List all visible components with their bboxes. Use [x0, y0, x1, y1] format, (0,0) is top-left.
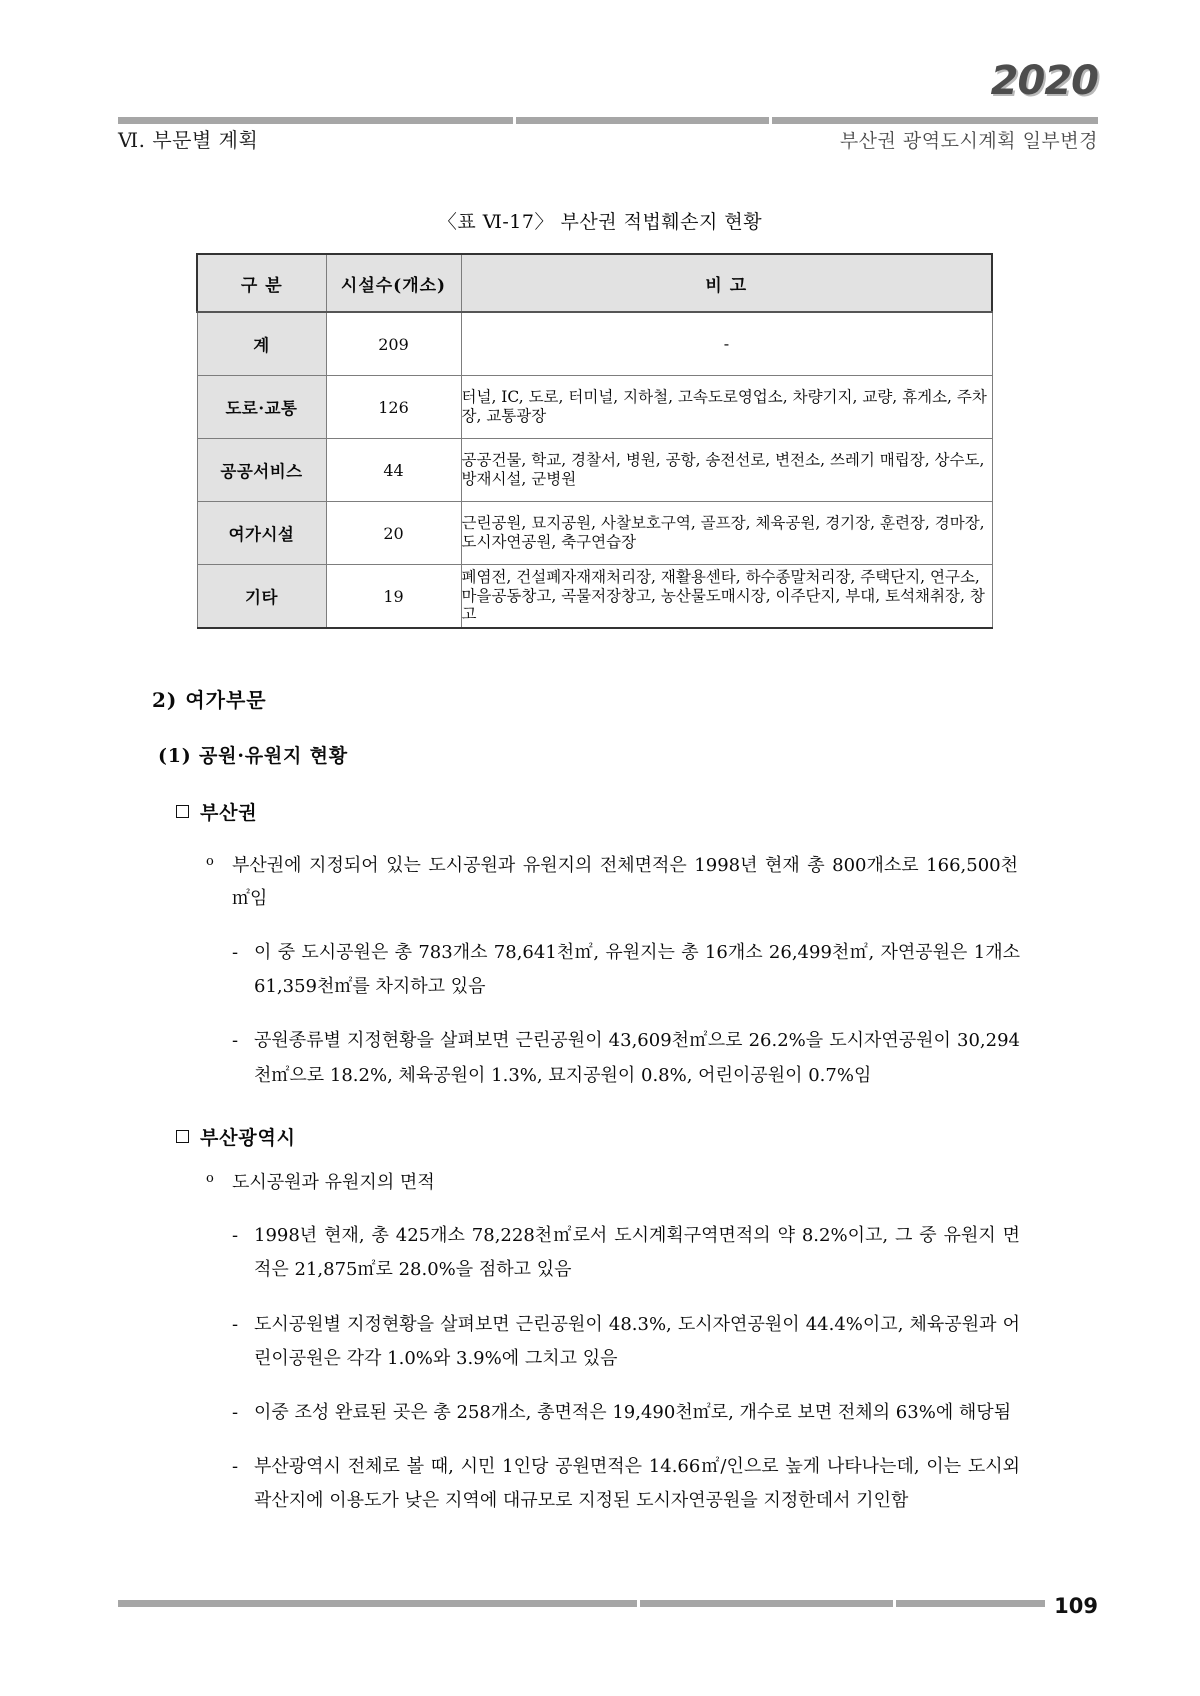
row-label: 계 [197, 312, 326, 376]
list-item [232, 1450, 1020, 1518]
page-number: 109 [1045, 1594, 1098, 1618]
list-item [232, 1308, 1020, 1376]
row-count: 19 [326, 565, 461, 629]
row-label: 기타 [197, 565, 326, 629]
table-row [197, 502, 992, 565]
column-header-note: 비 고 [461, 254, 992, 312]
row-count: 44 [326, 439, 461, 502]
damage-site-table [196, 253, 993, 629]
subheading-label: 부산권 [200, 802, 258, 824]
header-rule-segment-3 [772, 117, 1098, 124]
footer-divider-rule [118, 1600, 1098, 1607]
page-footer [118, 1596, 1098, 1622]
table-head [197, 254, 992, 312]
list-item [206, 849, 1018, 916]
footer-rule-segment-2 [640, 1600, 893, 1607]
footer-rule-segment-1 [118, 1600, 637, 1607]
list-item-text: 이 중 도시공원은 총 783개소 78,641천㎡, 유원지는 총 16개소 26,499천㎡, 자연공원은 1개소 61,359천㎡를 차지하고 있음 [254, 941, 1020, 998]
column-header-count: 시설수(개소) [326, 254, 461, 312]
header-rule-segment-1 [118, 117, 513, 124]
subheading-label: 부산광역시 [200, 1126, 296, 1149]
row-count: 209 [326, 312, 461, 376]
row-note: 폐염전, 건설폐자재재처리장, 재활용센타, 하수종말처리장, 주택단지, 연구소, 마을공동창고, 곡물저장창고, 농산물도매시장, 이주단지, 부대, 토석채취장, 창고 [461, 565, 992, 629]
row-label: 도로·교통 [197, 376, 326, 439]
list-item [232, 1396, 1020, 1430]
list-item [232, 1024, 1020, 1092]
list-item-text: 부산권에 지정되어 있는 도시공원과 유원지의 전체면적은 1998년 현재 총 800개소로 166,500천㎡임 [232, 855, 1018, 910]
table-row [197, 565, 992, 629]
table-header-row [197, 254, 992, 312]
list-item-text: 1998년 현재, 총 425개소 78,228천㎡로서 도시계획구역면적의 약 8.2%이고, 그 중 유원지 면적은 21,875㎡로 28.0%을 점하고 있음 [254, 1225, 1020, 1281]
header-document-title: 부산권 광역도시계획 일부변경 [839, 130, 1098, 152]
square-bullet-icon [176, 1130, 189, 1143]
table-body [197, 312, 992, 628]
list-item-text: 도시공원과 유원지의 면적 [232, 1171, 435, 1193]
circle-bullet-icon: ο [206, 854, 214, 869]
table-row [197, 439, 992, 502]
header-divider-rule [118, 117, 1098, 124]
row-note: 공공건물, 학교, 경찰서, 병원, 공항, 송전선로, 변전소, 쓰레기 매립장, 상수도, 방재시설, 군병원 [461, 439, 992, 502]
page-header [0, 0, 1200, 165]
heading-park-status: (1) 공원·유원지 현황 [158, 745, 348, 767]
table-container [196, 253, 993, 629]
row-label: 공공서비스 [197, 439, 326, 502]
header-text-row [118, 124, 1098, 153]
list-item-text: 도시공원별 지정현황을 살펴보면 근린공원이 48.3%, 도시자연공원이 44.4%이고, 체육공원과 어린이공원은 각각 1.0%와 3.9%에 그치고 있음 [254, 1313, 1020, 1369]
row-label: 여가시설 [197, 502, 326, 565]
table-row [197, 312, 992, 376]
subheading-busan-metropolitan-city [176, 1123, 1200, 1150]
dash-bullet-icon: - [232, 1401, 239, 1423]
list-item-text: 이중 조성 완료된 곳은 총 258개소, 총면적은 19,490천㎡로, 개수로 보면 전체의 63%에 해당됨 [254, 1401, 1012, 1423]
circle-bullet-icon: ο [206, 1170, 214, 1186]
list-item [206, 1166, 1018, 1199]
row-note: 근린공원, 묘지공원, 사찰보호구역, 골프장, 체육공원, 경기장, 훈련장, 경마장, 도시자연공원, 축구연습장 [461, 502, 992, 565]
row-note: - [461, 312, 992, 376]
dash-bullet-icon: - [232, 1030, 239, 1052]
header-rule-segment-2 [516, 117, 769, 124]
document-body [0, 660, 1200, 1518]
dash-bullet-icon: - [232, 1225, 239, 1247]
row-note: 터널, IC, 도로, 터미널, 지하철, 고속도로영업소, 차량기지, 교량, 휴게소, 주차장, 교통광장 [461, 376, 992, 439]
row-count: 20 [326, 502, 461, 565]
list-item-text: 공원종류별 지정현황을 살펴보면 근린공원이 43,609천㎡으로 26.2%을 도시자연공원이 30,294천㎡으로 18.2%, 체육공원이 1.3%, 묘지공원이 0.8%, 어린이공원이 0.7%임 [254, 1030, 1020, 1086]
header-section-label: Ⅵ. 부문별 계획 [118, 128, 259, 152]
list-item-text: 부산광역시 전체로 볼 때, 시민 1인당 공원면적은 14.66㎡/인으로 높게 나타나는데, 이는 도시외곽산지에 이용도가 낮은 지역에 대규모로 지정된 도시자연공원을 지정한데서 기인함 [254, 1456, 1020, 1512]
year-watermark: 2020 [990, 58, 1098, 104]
dash-bullet-icon: - [232, 1313, 239, 1335]
table-caption: 〈표 Ⅵ-17〉 부산권 적법훼손지 현황 [437, 211, 763, 233]
column-header-category: 구 분 [197, 254, 326, 312]
subheading-busan-region [176, 798, 1200, 825]
square-bullet-icon [176, 805, 189, 818]
list-item [232, 1219, 1020, 1287]
dash-bullet-icon: - [232, 941, 239, 963]
dash-bullet-icon: - [232, 1456, 239, 1478]
heading-leisure-section: 2) 여가부문 [152, 688, 267, 712]
table-row [197, 376, 992, 439]
row-count: 126 [326, 376, 461, 439]
list-item [232, 936, 1020, 1004]
